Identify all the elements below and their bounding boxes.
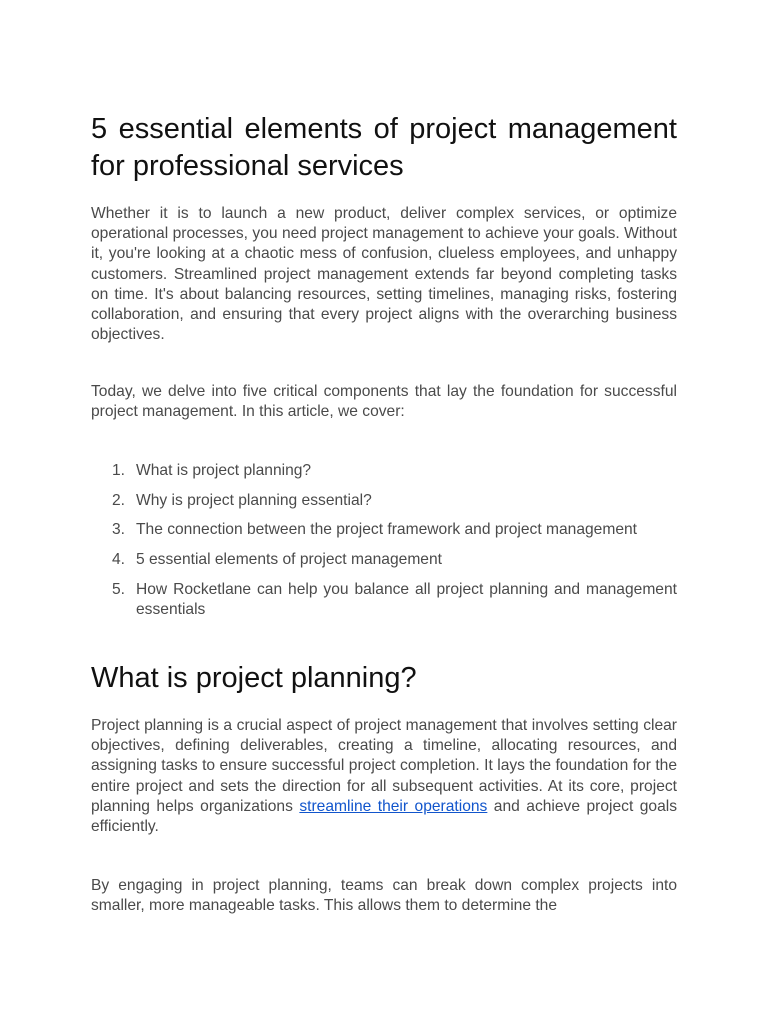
project-planning-paragraph-2: By engaging in project planning, teams can break down complex projects into smaller, more manageable tasks. This allows them to determine the xyxy=(91,877,677,915)
intro-paragraph-2: Today, we delve into five critical components that lay the foundation for successful project management. In this article, we cover: xyxy=(91,383,677,421)
project-planning-paragraph-1 xyxy=(91,716,677,837)
toc-item-text: How Rocketlane can help you balance all project planning and management essentials xyxy=(136,580,677,619)
toc-item xyxy=(91,461,677,481)
toc-item xyxy=(91,520,677,540)
paragraph-text: Project planning is a crucial aspect of project management that involves setting clear objectives, defining deliverables, creating a timeline, allocating resources, and assigning tasks to ensure successful project completion. It lays the foundation for the entire project and sets the direction for all subsequent activities. At its core, project planning helps organizations xyxy=(91,717,677,815)
toc-item-number: 3. xyxy=(112,521,126,539)
toc-item-text: What is project planning? xyxy=(136,462,312,479)
toc-item xyxy=(91,550,677,570)
toc-item xyxy=(91,491,677,511)
paragraph-text: and achieve project goals efficiently. xyxy=(91,797,678,836)
toc-item-number: 5. xyxy=(112,580,126,598)
toc-item-number: 1. xyxy=(112,462,126,479)
toc-item-number: 2. xyxy=(112,491,126,509)
section-heading-project-planning: What is project planning? xyxy=(91,662,417,694)
toc-item-number: 4. xyxy=(112,551,126,569)
toc-item-text: 5 essential elements of project management xyxy=(136,551,442,569)
table-of-contents xyxy=(91,461,677,630)
streamline-operations-link[interactable]: streamline their operations xyxy=(299,797,488,815)
document-title: 5 essential elements of project management for professional services xyxy=(91,113,677,182)
intro-paragraph-1: Whether it is to launch a new product, deliver complex services, or optimize operational processes, you need project management to achieve your goals. Without it, you're looking at a chaotic mess of confusion, clueless employees, and unhappy customers. Streamlined project management extends far beyond completing tasks on time. It's about balancing resources, setting timelines, managing risks, fostering collaboration, and ensuring that every project aligns with the overarching business objectives. xyxy=(91,205,677,344)
toc-item xyxy=(91,580,677,620)
toc-item-text: The connection between the project framework and project management xyxy=(136,521,638,539)
toc-item-text: Why is project planning essential? xyxy=(136,491,372,509)
